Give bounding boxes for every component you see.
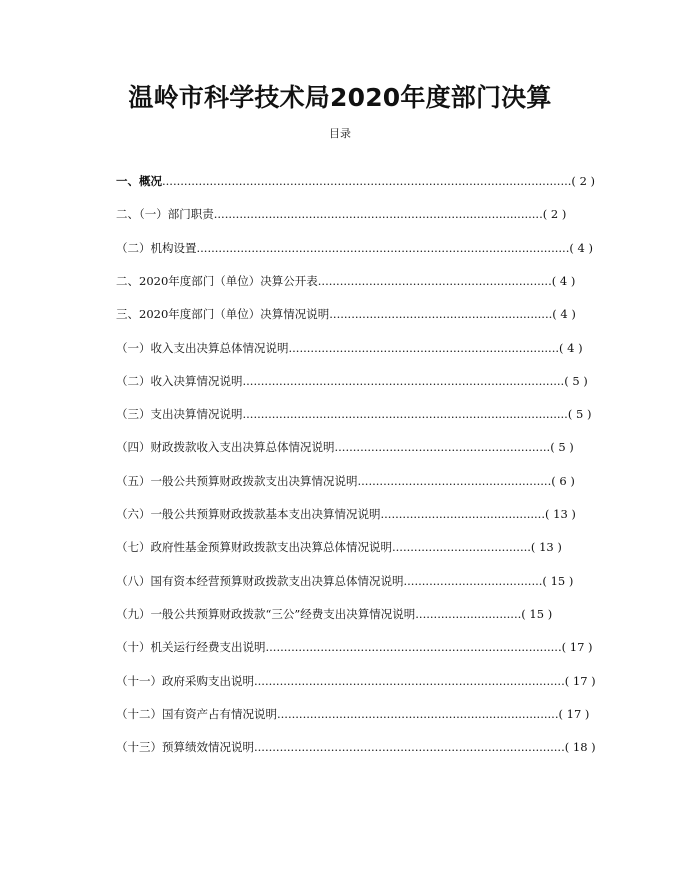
toc-entry[interactable]: [116, 439, 578, 455]
toc-entry-page: ( 2 ): [542, 207, 567, 222]
toc-entry-label: 一、概况: [116, 174, 162, 188]
toc-entry-page: ( 6 ): [551, 473, 575, 488]
toc-leader-dots: .....................................................................................: [254, 673, 565, 688]
toc-leader-dots: ..........................................................................: [288, 340, 560, 355]
toc-leader-dots: ......................................: [392, 540, 531, 555]
toc-entry[interactable]: [116, 240, 597, 256]
toc-entry[interactable]: [116, 306, 577, 322]
toc-entry-page: ( 18 ): [564, 740, 596, 755]
toc-entry-page: ( 5 ): [567, 407, 592, 422]
toc-entry[interactable]: [116, 406, 594, 422]
toc-entry-page: ( 17 ): [558, 706, 590, 721]
toc-entry-page: ( 4 ): [559, 340, 583, 355]
toc-entry[interactable]: [116, 340, 584, 356]
toc-entry-label: （六）一般公共预算财政拨款基本支出决算情况说明: [116, 507, 381, 521]
toc-leader-dots: .............................................: [380, 507, 545, 521]
toc-entry-page: ( 17 ): [564, 673, 596, 688]
toc-entry-page: ( 15 ): [521, 606, 553, 621]
toc-entry-label: （十二）国有资产占有情况说明: [116, 706, 277, 721]
toc-entry-label: 三、2020年度部门（单位）决算情况说明: [116, 307, 330, 322]
toc-entry[interactable]: [116, 473, 576, 489]
toc-entry[interactable]: [116, 706, 591, 722]
toc-leader-dots: .............................: [415, 606, 522, 621]
toc-entry-label: （一）收入支出决算总体情况说明: [116, 340, 289, 355]
toc-entry[interactable]: [116, 673, 598, 689]
toc-entry[interactable]: [116, 273, 577, 289]
toc-entry-page: ( 13 ): [545, 507, 576, 521]
toc-entry-page: ( 5 ): [550, 440, 574, 455]
toc-entry-page: ( 15 ): [542, 573, 574, 588]
toc-leader-dots: .........................................................................................: [242, 407, 568, 422]
toc-leader-dots: ........................................................................................: [242, 373, 565, 388]
document-title: 温岭市科学技术局2020年度部门决算: [128, 83, 552, 112]
toc-entry-label: （十一）政府采购支出说明: [116, 673, 254, 688]
toc-entry-label: （九）一般公共预算财政拨款“三公”经费支出决算情况说明: [116, 606, 416, 621]
toc-entry-label: （三）支出决算情况说明: [116, 407, 243, 422]
toc-entry-label: 二、（一）部门职责: [116, 207, 214, 222]
toc-entry-page: ( 4 ): [569, 240, 593, 255]
toc-entry[interactable]: [116, 639, 595, 655]
toc-entry[interactable]: [116, 739, 598, 755]
document-subtitle: 目录: [329, 127, 351, 140]
toc-entry[interactable]: [116, 539, 566, 555]
toc-entry[interactable]: [116, 206, 568, 222]
toc-entry-page: ( 4 ): [551, 273, 576, 288]
toc-entry-label: （十）机关运行经费支出说明: [116, 640, 266, 655]
toc-entry-page: ( 5 ): [564, 373, 588, 388]
toc-leader-dots: ................................................................: [317, 273, 552, 288]
toc-entry-label: （十三）预算绩效情况说明: [116, 740, 254, 755]
toc-leader-dots: ................................................................................................................: [162, 174, 572, 188]
toc-entry[interactable]: [116, 373, 590, 389]
toc-entry-page: ( 17 ): [561, 640, 593, 655]
toc-entry[interactable]: [116, 173, 598, 189]
toc-entry-label: （二）机构设置: [116, 240, 197, 255]
toc-leader-dots: .....................................................: [357, 473, 552, 488]
toc-leader-dots: .....................................................................................: [254, 740, 565, 755]
toc-leader-dots: .............................................................: [329, 307, 553, 322]
toc-entry-label: （四）财政拨款收入支出决算总体情况说明: [116, 440, 335, 455]
toc-entry-label: 二、2020年度部门（单位）决算公开表: [116, 273, 318, 288]
toc-leader-dots: .................................................................................: [265, 640, 562, 655]
toc-entry-page: ( 13 ): [530, 540, 562, 555]
toc-entry-label: （五）一般公共预算财政拨款支出决算情况说明: [116, 473, 358, 488]
toc-entry-label: （二）收入决算情况说明: [116, 373, 243, 388]
toc-leader-dots: ......................................: [403, 573, 543, 588]
toc-leader-dots: .............................................................................: [277, 706, 559, 721]
toc-entry[interactable]: [116, 506, 580, 522]
toc-entry[interactable]: [116, 573, 575, 589]
toc-leader-dots: ...........................................................: [334, 440, 551, 455]
toc-entry-page: ( 4 ): [552, 307, 576, 322]
toc-leader-dots: ..........................................................................................: [213, 207, 543, 222]
toc-entry-label: （七）政府性基金预算财政拨款支出决算总体情况说明: [116, 540, 392, 555]
toc-entry[interactable]: [116, 606, 556, 622]
toc-entry-label: （八）国有资本经营预算财政拨款支出决算总体情况说明: [116, 573, 404, 588]
toc-entry-page: ( 2 ): [571, 174, 596, 188]
toc-leader-dots: ......................................................................................................: [196, 240, 570, 255]
